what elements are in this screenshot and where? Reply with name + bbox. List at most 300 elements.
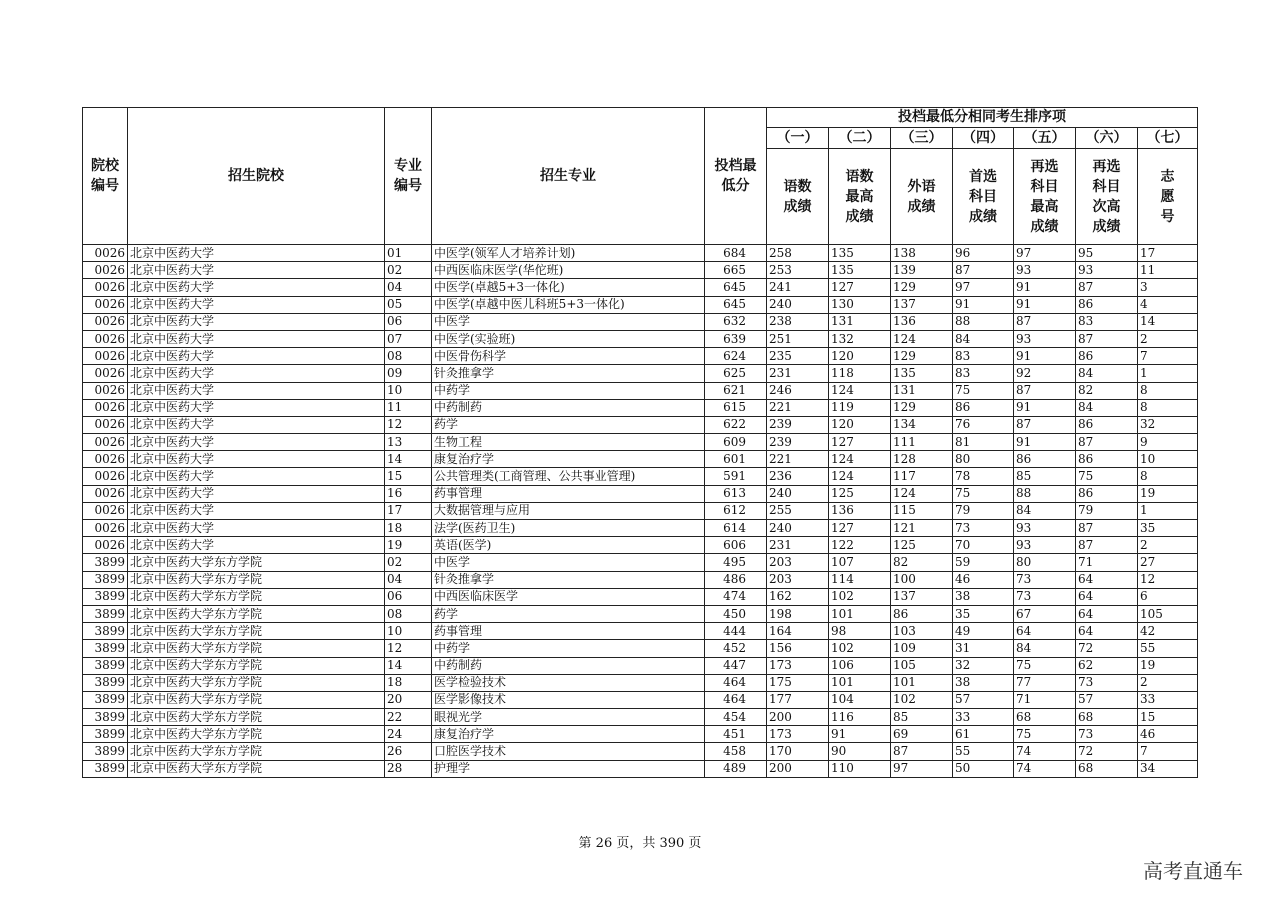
cell-major-name: 医学影像技术 [432, 691, 705, 708]
cell-score-7: 35 [1138, 520, 1198, 537]
cell-score-2: 118 [829, 365, 891, 382]
cell-score-3: 124 [891, 330, 953, 347]
cell-score-2: 119 [829, 399, 891, 416]
cell-score-6: 62 [1076, 657, 1138, 674]
cell-min-score: 622 [705, 416, 767, 433]
cell-score-3: 115 [891, 502, 953, 519]
cell-score-5: 71 [1014, 691, 1076, 708]
cell-score-2: 127 [829, 520, 891, 537]
cell-score-4: 80 [953, 451, 1014, 468]
cell-school-name: 北京中医药大学 [128, 399, 385, 416]
table-row [83, 468, 1198, 485]
cell-score-4: 84 [953, 330, 1014, 347]
cell-school-name: 北京中医药大学 [128, 296, 385, 313]
cell-major-name: 针灸推拿学 [432, 571, 705, 588]
cell-school-code: 0026 [83, 451, 128, 468]
cell-score-4: 78 [953, 468, 1014, 485]
cell-score-1: 231 [767, 365, 829, 382]
cell-score-6: 72 [1076, 640, 1138, 657]
cell-score-5: 87 [1014, 313, 1076, 330]
cell-score-2: 116 [829, 709, 891, 726]
cell-school-code: 0026 [83, 399, 128, 416]
table-row [83, 760, 1198, 777]
table-row [83, 709, 1198, 726]
cell-min-score: 601 [705, 451, 767, 468]
header-school: 招生院校 [128, 108, 385, 245]
cell-major-name: 中医学(卓越中医儿科班5+3一体化) [432, 296, 705, 313]
cell-score-4: 55 [953, 743, 1014, 760]
cell-score-7: 7 [1138, 348, 1198, 365]
watermark: 高考直通车 [1143, 859, 1243, 883]
cell-score-3: 125 [891, 537, 953, 554]
cell-score-1: 240 [767, 520, 829, 537]
cell-min-score: 447 [705, 657, 767, 674]
cell-major-name: 中药制药 [432, 657, 705, 674]
cell-major-code: 11 [385, 399, 432, 416]
cell-school-name: 北京中医药大学 [128, 468, 385, 485]
cell-score-4: 81 [953, 434, 1014, 451]
cell-school-name: 北京中医药大学东方学院 [128, 709, 385, 726]
cell-score-4: 50 [953, 760, 1014, 777]
cell-score-7: 8 [1138, 468, 1198, 485]
header-sub-num: （一） [767, 128, 829, 149]
cell-school-name: 北京中医药大学 [128, 502, 385, 519]
cell-major-code: 04 [385, 571, 432, 588]
cell-score-5: 87 [1014, 416, 1076, 433]
cell-school-code: 0026 [83, 468, 128, 485]
cell-major-name: 康复治疗学 [432, 726, 705, 743]
cell-major-code: 12 [385, 640, 432, 657]
cell-score-1: 235 [767, 348, 829, 365]
cell-score-1: 175 [767, 674, 829, 691]
cell-major-code: 16 [385, 485, 432, 502]
cell-school-name: 北京中医药大学东方学院 [128, 760, 385, 777]
cell-score-3: 103 [891, 623, 953, 640]
cell-school-name: 北京中医药大学 [128, 348, 385, 365]
table-row [83, 657, 1198, 674]
cell-score-1: 164 [767, 623, 829, 640]
cell-score-1: 241 [767, 279, 829, 296]
cell-score-4: 86 [953, 399, 1014, 416]
cell-score-4: 46 [953, 571, 1014, 588]
cell-school-name: 北京中医药大学东方学院 [128, 554, 385, 571]
cell-score-3: 131 [891, 382, 953, 399]
cell-score-2: 135 [829, 245, 891, 262]
header-major-code: 专业编号 [385, 108, 432, 245]
cell-school-name: 北京中医药大学 [128, 313, 385, 330]
cell-min-score: 450 [705, 605, 767, 622]
cell-score-7: 4 [1138, 296, 1198, 313]
cell-score-7: 42 [1138, 623, 1198, 640]
cell-score-5: 91 [1014, 279, 1076, 296]
cell-major-code: 10 [385, 623, 432, 640]
cell-score-5: 84 [1014, 640, 1076, 657]
cell-score-2: 131 [829, 313, 891, 330]
cell-score-5: 91 [1014, 434, 1076, 451]
cell-score-3: 129 [891, 399, 953, 416]
cell-score-7: 32 [1138, 416, 1198, 433]
cell-major-name: 药学 [432, 416, 705, 433]
cell-score-1: 255 [767, 502, 829, 519]
table-row [83, 640, 1198, 657]
cell-school-code: 3899 [83, 640, 128, 657]
cell-score-4: 49 [953, 623, 1014, 640]
cell-score-2: 107 [829, 554, 891, 571]
cell-score-3: 135 [891, 365, 953, 382]
cell-score-3: 117 [891, 468, 953, 485]
cell-school-code: 3899 [83, 605, 128, 622]
cell-major-code: 01 [385, 245, 432, 262]
cell-score-7: 9 [1138, 434, 1198, 451]
cell-school-code: 3899 [83, 588, 128, 605]
cell-score-6: 71 [1076, 554, 1138, 571]
cell-major-name: 中医骨伤科学 [432, 348, 705, 365]
cell-score-1: 239 [767, 416, 829, 433]
cell-score-1: 156 [767, 640, 829, 657]
cell-score-1: 231 [767, 537, 829, 554]
cell-score-5: 87 [1014, 382, 1076, 399]
cell-score-2: 114 [829, 571, 891, 588]
cell-major-code: 06 [385, 313, 432, 330]
cell-major-name: 中西医临床医学(华佗班) [432, 262, 705, 279]
table-row [83, 330, 1198, 347]
cell-major-code: 20 [385, 691, 432, 708]
cell-score-7: 14 [1138, 313, 1198, 330]
cell-score-5: 91 [1014, 399, 1076, 416]
cell-score-5: 74 [1014, 743, 1076, 760]
cell-score-3: 134 [891, 416, 953, 433]
cell-school-name: 北京中医药大学 [128, 451, 385, 468]
header-sub-num: （六） [1076, 128, 1138, 149]
header-sub-num: （四） [953, 128, 1014, 149]
cell-score-3: 102 [891, 691, 953, 708]
cell-score-1: 198 [767, 605, 829, 622]
cell-score-1: 200 [767, 709, 829, 726]
cell-min-score: 684 [705, 245, 767, 262]
cell-major-name: 中药制药 [432, 399, 705, 416]
cell-min-score: 489 [705, 760, 767, 777]
cell-score-7: 11 [1138, 262, 1198, 279]
cell-score-6: 75 [1076, 468, 1138, 485]
cell-score-3: 101 [891, 674, 953, 691]
cell-major-code: 05 [385, 296, 432, 313]
cell-score-1: 240 [767, 485, 829, 502]
cell-score-7: 7 [1138, 743, 1198, 760]
cell-score-4: 75 [953, 485, 1014, 502]
cell-major-name: 中药学 [432, 382, 705, 399]
cell-min-score: 464 [705, 691, 767, 708]
cell-major-code: 17 [385, 502, 432, 519]
cell-major-code: 08 [385, 348, 432, 365]
cell-score-6: 64 [1076, 571, 1138, 588]
table-row [83, 726, 1198, 743]
cell-major-name: 生物工程 [432, 434, 705, 451]
cell-school-code: 0026 [83, 537, 128, 554]
cell-score-7: 10 [1138, 451, 1198, 468]
cell-score-1: 173 [767, 726, 829, 743]
cell-score-4: 97 [953, 279, 1014, 296]
cell-school-name: 北京中医药大学东方学院 [128, 571, 385, 588]
cell-min-score: 625 [705, 365, 767, 382]
cell-major-name: 药事管理 [432, 623, 705, 640]
cell-major-code: 02 [385, 554, 432, 571]
cell-major-name: 中医学 [432, 313, 705, 330]
cell-score-7: 1 [1138, 502, 1198, 519]
cell-score-7: 12 [1138, 571, 1198, 588]
cell-score-7: 2 [1138, 537, 1198, 554]
cell-school-code: 0026 [83, 262, 128, 279]
cell-school-name: 北京中医药大学 [128, 279, 385, 296]
table-row [83, 313, 1198, 330]
cell-score-2: 127 [829, 279, 891, 296]
cell-major-name: 康复治疗学 [432, 451, 705, 468]
cell-min-score: 458 [705, 743, 767, 760]
header-sub-num: （七） [1138, 128, 1198, 149]
cell-school-code: 0026 [83, 520, 128, 537]
cell-major-code: 15 [385, 468, 432, 485]
cell-school-name: 北京中医药大学东方学院 [128, 605, 385, 622]
cell-score-3: 105 [891, 657, 953, 674]
cell-school-name: 北京中医药大学东方学院 [128, 726, 385, 743]
admission-score-table [82, 107, 1198, 778]
cell-score-2: 110 [829, 760, 891, 777]
cell-score-6: 93 [1076, 262, 1138, 279]
table-row [83, 451, 1198, 468]
cell-score-4: 31 [953, 640, 1014, 657]
cell-score-5: 93 [1014, 330, 1076, 347]
cell-school-name: 北京中医药大学 [128, 382, 385, 399]
cell-score-2: 98 [829, 623, 891, 640]
cell-score-3: 128 [891, 451, 953, 468]
cell-score-6: 83 [1076, 313, 1138, 330]
cell-major-name: 英语(医学) [432, 537, 705, 554]
cell-score-4: 75 [953, 382, 1014, 399]
cell-score-3: 129 [891, 348, 953, 365]
cell-min-score: 474 [705, 588, 767, 605]
cell-min-score: 591 [705, 468, 767, 485]
cell-score-6: 86 [1076, 416, 1138, 433]
header-sub-label: 语数成绩 [767, 149, 829, 245]
cell-score-4: 91 [953, 296, 1014, 313]
cell-score-2: 104 [829, 691, 891, 708]
cell-major-code: 18 [385, 520, 432, 537]
cell-major-code: 22 [385, 709, 432, 726]
cell-major-code: 26 [385, 743, 432, 760]
cell-score-5: 97 [1014, 245, 1076, 262]
cell-score-5: 74 [1014, 760, 1076, 777]
cell-score-5: 67 [1014, 605, 1076, 622]
cell-score-3: 69 [891, 726, 953, 743]
cell-score-4: 33 [953, 709, 1014, 726]
cell-score-3: 137 [891, 296, 953, 313]
cell-school-code: 0026 [83, 296, 128, 313]
cell-major-code: 18 [385, 674, 432, 691]
cell-school-name: 北京中医药大学 [128, 485, 385, 502]
cell-school-code: 0026 [83, 330, 128, 347]
header-tiebreak-group: 投档最低分相同考生排序项 [767, 108, 1198, 128]
cell-score-5: 91 [1014, 348, 1076, 365]
cell-score-3: 86 [891, 605, 953, 622]
header-sub-num: （三） [891, 128, 953, 149]
cell-school-code: 0026 [83, 348, 128, 365]
cell-score-7: 105 [1138, 605, 1198, 622]
header-sub-num: （二） [829, 128, 891, 149]
cell-score-5: 73 [1014, 588, 1076, 605]
cell-school-code: 0026 [83, 416, 128, 433]
cell-score-1: 177 [767, 691, 829, 708]
cell-major-code: 07 [385, 330, 432, 347]
cell-score-1: 258 [767, 245, 829, 262]
cell-school-code: 0026 [83, 279, 128, 296]
cell-major-name: 中医学(卓越5+3一体化) [432, 279, 705, 296]
cell-score-6: 87 [1076, 537, 1138, 554]
cell-score-3: 138 [891, 245, 953, 262]
cell-major-name: 口腔医学技术 [432, 743, 705, 760]
table-row [83, 571, 1198, 588]
cell-score-1: 173 [767, 657, 829, 674]
cell-score-5: 91 [1014, 296, 1076, 313]
table-row [83, 296, 1198, 313]
header-sub-label: 再选科目次高成绩 [1076, 149, 1138, 245]
cell-score-5: 86 [1014, 451, 1076, 468]
cell-score-5: 92 [1014, 365, 1076, 382]
table-row [83, 279, 1198, 296]
cell-school-name: 北京中医药大学东方学院 [128, 657, 385, 674]
cell-score-1: 253 [767, 262, 829, 279]
cell-major-code: 14 [385, 657, 432, 674]
cell-major-name: 大数据管理与应用 [432, 502, 705, 519]
cell-score-5: 93 [1014, 520, 1076, 537]
cell-school-name: 北京中医药大学东方学院 [128, 674, 385, 691]
cell-score-5: 93 [1014, 537, 1076, 554]
cell-score-4: 35 [953, 605, 1014, 622]
cell-min-score: 454 [705, 709, 767, 726]
table-row [83, 554, 1198, 571]
header-sub-label: 首选科目成绩 [953, 149, 1014, 245]
cell-min-score: 665 [705, 262, 767, 279]
cell-min-score: 645 [705, 296, 767, 313]
cell-score-7: 6 [1138, 588, 1198, 605]
cell-major-code: 24 [385, 726, 432, 743]
cell-score-3: 137 [891, 588, 953, 605]
cell-score-3: 85 [891, 709, 953, 726]
cell-score-3: 97 [891, 760, 953, 777]
cell-min-score: 639 [705, 330, 767, 347]
cell-major-code: 14 [385, 451, 432, 468]
cell-score-7: 33 [1138, 691, 1198, 708]
cell-school-code: 3899 [83, 674, 128, 691]
cell-score-5: 75 [1014, 657, 1076, 674]
cell-score-2: 102 [829, 588, 891, 605]
table-row [83, 674, 1198, 691]
cell-score-1: 221 [767, 451, 829, 468]
cell-score-3: 111 [891, 434, 953, 451]
cell-major-name: 中医学(领军人才培养计划) [432, 245, 705, 262]
cell-score-4: 87 [953, 262, 1014, 279]
cell-score-2: 91 [829, 726, 891, 743]
cell-score-6: 87 [1076, 279, 1138, 296]
table-row [83, 262, 1198, 279]
table-row [83, 416, 1198, 433]
table-row [83, 399, 1198, 416]
table-row [83, 245, 1198, 262]
cell-major-code: 28 [385, 760, 432, 777]
cell-score-7: 46 [1138, 726, 1198, 743]
cell-score-6: 86 [1076, 348, 1138, 365]
cell-score-4: 73 [953, 520, 1014, 537]
cell-school-name: 北京中医药大学 [128, 537, 385, 554]
cell-school-name: 北京中医药大学东方学院 [128, 640, 385, 657]
cell-score-4: 76 [953, 416, 1014, 433]
cell-min-score: 444 [705, 623, 767, 640]
cell-score-6: 64 [1076, 605, 1138, 622]
cell-score-2: 120 [829, 348, 891, 365]
cell-school-code: 3899 [83, 760, 128, 777]
cell-score-1: 162 [767, 588, 829, 605]
cell-major-name: 中医学 [432, 554, 705, 571]
cell-major-name: 药学 [432, 605, 705, 622]
header-major: 招生专业 [432, 108, 705, 245]
cell-score-6: 73 [1076, 726, 1138, 743]
cell-score-2: 130 [829, 296, 891, 313]
header-sub-label: 志愿号 [1138, 149, 1198, 245]
cell-major-code: 04 [385, 279, 432, 296]
cell-score-1: 236 [767, 468, 829, 485]
cell-score-6: 84 [1076, 399, 1138, 416]
cell-score-6: 87 [1076, 520, 1138, 537]
cell-score-1: 251 [767, 330, 829, 347]
cell-school-name: 北京中医药大学东方学院 [128, 691, 385, 708]
cell-school-code: 3899 [83, 657, 128, 674]
cell-school-code: 3899 [83, 691, 128, 708]
cell-score-6: 86 [1076, 296, 1138, 313]
cell-score-2: 124 [829, 451, 891, 468]
cell-score-6: 86 [1076, 451, 1138, 468]
header-sub-label: 外语成绩 [891, 149, 953, 245]
cell-score-4: 83 [953, 348, 1014, 365]
cell-school-code: 0026 [83, 365, 128, 382]
cell-score-3: 121 [891, 520, 953, 537]
cell-score-1: 170 [767, 743, 829, 760]
cell-major-name: 眼视光学 [432, 709, 705, 726]
header-min-score: 投档最低分 [705, 108, 767, 245]
cell-score-6: 84 [1076, 365, 1138, 382]
cell-score-3: 109 [891, 640, 953, 657]
cell-score-1: 238 [767, 313, 829, 330]
table-row [83, 691, 1198, 708]
cell-score-5: 80 [1014, 554, 1076, 571]
cell-score-3: 129 [891, 279, 953, 296]
table-row [83, 520, 1198, 537]
cell-score-6: 82 [1076, 382, 1138, 399]
table-row [83, 365, 1198, 382]
cell-school-code: 3899 [83, 623, 128, 640]
cell-school-name: 北京中医药大学 [128, 262, 385, 279]
cell-min-score: 606 [705, 537, 767, 554]
cell-major-name: 法学(医药卫生) [432, 520, 705, 537]
cell-score-6: 86 [1076, 485, 1138, 502]
cell-score-2: 101 [829, 674, 891, 691]
table-row [83, 743, 1198, 760]
cell-major-code: 13 [385, 434, 432, 451]
header-sub-num: （五） [1014, 128, 1076, 149]
cell-score-4: 70 [953, 537, 1014, 554]
cell-score-7: 8 [1138, 382, 1198, 399]
cell-major-code: 19 [385, 537, 432, 554]
cell-score-4: 88 [953, 313, 1014, 330]
cell-score-1: 240 [767, 296, 829, 313]
cell-major-name: 护理学 [432, 760, 705, 777]
